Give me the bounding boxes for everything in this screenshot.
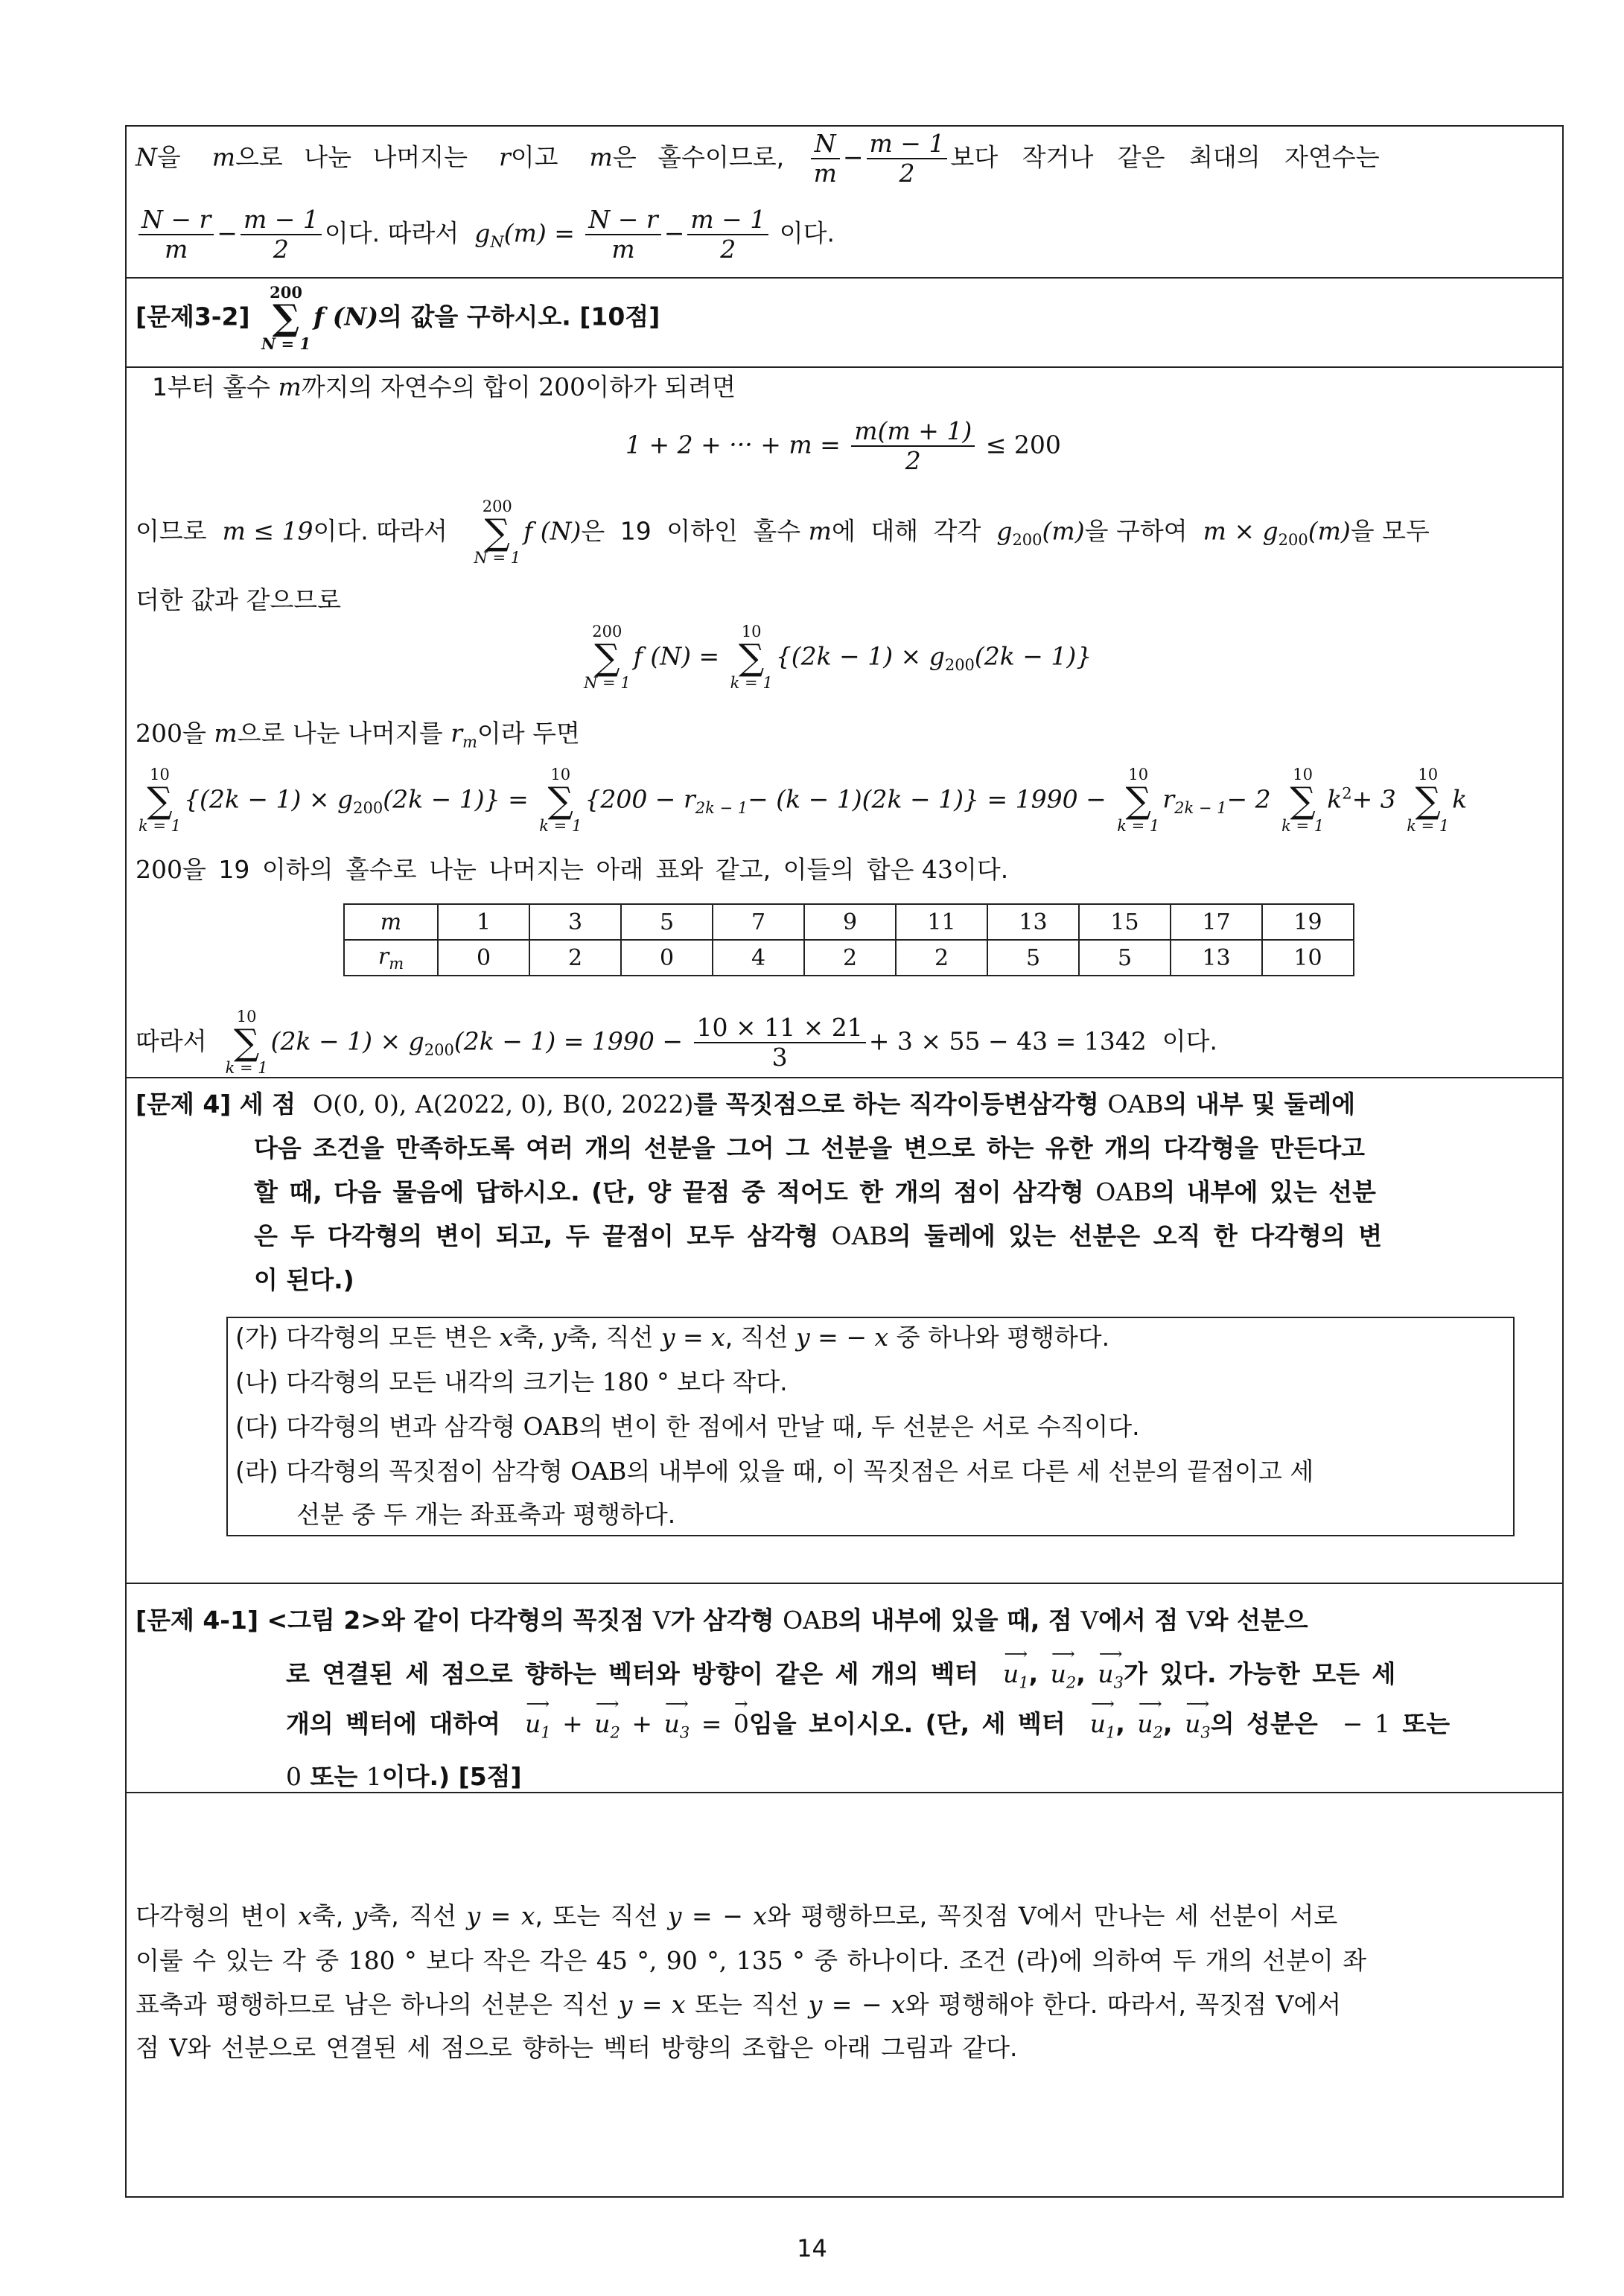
condition-da: (다) 다각형의 변과 삼각형 OAB의 변이 한 점에서 만날 때, 두 선분은 서로 수직이다. xyxy=(235,1412,1140,1441)
intro-line-2: $\frac{N - r}{m}$ − $\frac{m - 1}{2}$ 이다. 따라서 $g_N(m)$ = $\frac{N - r}{m}$ − $\frac{m - 1}{2}$ 이다. xyxy=(136,206,835,264)
sol-line-6: 200을 m으로 나눈 나머지를 $r_m$이라 두면 xyxy=(136,719,580,751)
table-cell: 2 xyxy=(804,940,896,976)
vector-u1: ⟶ $u_1$ xyxy=(1002,1645,1029,1692)
problem-3-2-heading: [문제3-2] 200 ∑ N = 1 f (N)의 값을 구하시오. [10점] xyxy=(136,283,660,353)
problem-4-line-1: [문제 4] 세 점 O(0, 0), A(2022, 0), B(0, 2022)를 꼭짓점으로 하는 직각이등변삼각형 OAB의 내부 및 둘레에 xyxy=(136,1090,1356,1119)
table-cell: 13 xyxy=(1171,940,1262,976)
fraction: $\frac{N}{m}$ xyxy=(811,130,840,188)
vector-u2: ⟶ $u_2$ xyxy=(1137,1695,1164,1742)
vector-u3: ⟶ $u_3$ xyxy=(663,1695,690,1742)
problem-4-1-line-2: 로 연결된 세 점으로 향하는 벡터와 방향이 같은 세 개의 벡터 ⟶ $u_1$, ⟶ $u_2$, ⟶ $u_3$가 있다. 가능한 모든 세 xyxy=(286,1645,1396,1692)
table-cell: 17 xyxy=(1171,904,1262,940)
vector-u2: ⟶ $u_2$ xyxy=(1050,1645,1077,1692)
table-cell: 3 xyxy=(529,904,621,940)
summation: 10 ∑ k = 1 xyxy=(1407,766,1450,835)
summation: 10 ∑ k = 1 xyxy=(225,1008,268,1077)
table-header-rm: $r_m$ xyxy=(344,940,438,976)
sol-4-1-line-2: 이룰 수 있는 각 중 180 ° 보다 작은 각은 45 °, 90 °, 135 ° 중 하나이다. 조건 (라)에 의하여 두 개의 선분이 좌 xyxy=(136,1946,1367,1975)
problem-4-line-4: 은 두 다각형의 변이 되고, 두 끝점이 모두 삼각형 OAB의 둘레에 있는 선분은 오직 한 다각형의 변 xyxy=(254,1221,1383,1250)
divider xyxy=(127,1077,1562,1078)
fraction: $\frac{m - 1}{2}$ xyxy=(867,130,948,188)
condition-na: (나) 다각형의 모든 내각의 크기는 180 ° 보다 작다. xyxy=(235,1367,788,1396)
fraction: $\frac{m(m + 1)}{2}$ xyxy=(851,417,975,475)
sol-line-3: 이므로 m ≤ 19이다. 따라서 200 ∑ N = 1 f (N)은 19 이하인 홀수 m에 대해 각각 $g_{200}(m)$을 구하여 $m \times g_{200}(m)$을 모두 xyxy=(136,497,1430,567)
sol-line-4: 더한 값과 같으므로 xyxy=(136,585,342,614)
table-cell: 10 xyxy=(1262,940,1354,976)
table-cell: 1 xyxy=(438,904,529,940)
sol-eq-2: 200 ∑ N = 1 f (N) = 10 ∑ k = 1 $\{(2k - 1) \times g_{200}(2k - 1)\}$ xyxy=(584,623,1092,692)
fraction: $\frac{N - r}{m}$ xyxy=(138,206,214,264)
table-cell: 5 xyxy=(621,904,713,940)
condition-ra: (라) 다각형의 꼭짓점이 삼각형 OAB의 내부에 있을 때, 이 꼭짓점은 서로 다른 세 선분의 끝점이고 세 xyxy=(235,1457,1314,1486)
table-row xyxy=(344,904,1354,940)
table-cell: 13 xyxy=(987,904,1079,940)
vector-u3: ⟶ $u_3$ xyxy=(1098,1645,1124,1692)
condition-ga: (가) 다각형의 모든 변은 x축, y축, 직선 y = x, 직선 y = − x 중 하나와 평행하다. xyxy=(235,1323,1110,1352)
table-cell: 5 xyxy=(1079,940,1171,976)
table-cell: 15 xyxy=(1079,904,1171,940)
table-cell: 0 xyxy=(621,940,713,976)
sol-final: 따라서 10 ∑ k = 1 $(2k - 1) \times g_{200}(2k - 1) = 1990$ − $\frac{10 \times 11 \times 21}{3}$ + 3 × 55 − 43 = 1342 이다. xyxy=(136,1008,1217,1077)
table-cell: 9 xyxy=(804,904,896,940)
table-cell: 2 xyxy=(529,940,621,976)
problem-4-1-line-3: 개의 벡터에 대하여 ⟶ $u_1$ + ⟶ $u_2$ + ⟶ $u_3$ = → 0임을 보이시오. (단, 세 벡터 ⟶ $u_1$, ⟶ $u_2$, ⟶ $u_3$의 성분은 − 1 또는 xyxy=(286,1695,1451,1742)
vector-u1: ⟶ $u_1$ xyxy=(525,1695,551,1742)
fraction: $\frac{m - 1}{2}$ xyxy=(687,206,768,264)
table-cell: 5 xyxy=(987,940,1079,976)
divider xyxy=(127,1792,1562,1793)
sol-eq-1: 1 + 2 + ··· + m = $\frac{m(m + 1)}{2}$ ≤ 200 xyxy=(625,416,1061,475)
divider xyxy=(127,277,1562,279)
vector-u2: ⟶ $u_2$ xyxy=(594,1695,620,1742)
table-cell: 2 xyxy=(896,940,987,976)
table-cell: 19 xyxy=(1262,904,1354,940)
table-header-m: m xyxy=(344,904,438,940)
table-cell: 11 xyxy=(896,904,987,940)
intro-line-1: N을 m으로 나눈 나머지는 r이고 m은 홀수이므로, $\frac{N}{m}$ − $\frac{m - 1}{2}$ 보다 작거나 같은 최대의 자연수는 xyxy=(136,129,1380,188)
problem-4-line-5: 이 된다.) xyxy=(254,1265,354,1294)
problem-4-1-line-1: [문제 4-1] <그림 2>와 같이 다각형의 꼭짓점 V가 삼각형 OAB의 내부에 있을 때, 점 V에서 점 V와 선분으 xyxy=(136,1606,1308,1635)
fraction: $\frac{10 \times 11 \times 21}{3}$ xyxy=(694,1014,866,1072)
page-number: 14 xyxy=(797,2234,827,2262)
summation: 10 ∑ k = 1 xyxy=(1117,766,1160,835)
divider xyxy=(127,366,1562,368)
problem-4-1-line-4: 0 또는 1이다.) [5점] xyxy=(286,1762,522,1791)
summation: 10 ∑ k = 1 xyxy=(730,623,773,692)
sol-line-1: 1부터 홀수 m까지의 자연수의 합이 200이하가 되려면 xyxy=(152,372,736,401)
problem-4-line-2: 다음 조건을 만족하도록 여러 개의 선분을 그어 그 선분을 변으로 하는 유한 개의 다각형을 만든다고 xyxy=(254,1133,1365,1163)
sol-4-1-line-3: 표축과 평행하므로 남은 하나의 선분은 직선 y = x 또는 직선 y = − x와 평행해야 한다. 따라서, 꼭짓점 V에서 xyxy=(136,1990,1342,2019)
summation: 10 ∑ k = 1 xyxy=(138,766,182,835)
summation: 10 ∑ k = 1 xyxy=(1281,766,1325,835)
fraction: $\frac{N - r}{m}$ xyxy=(585,206,660,264)
problem-4-line-3: 할 때, 다음 물음에 답하시오. (단, 양 끝점 중 적어도 한 개의 점이 삼각형 OAB의 내부에 있는 선분 xyxy=(254,1177,1376,1206)
zero-vector: → 0 xyxy=(733,1695,749,1739)
divider xyxy=(127,1583,1562,1584)
sol-4-1-line-1: 다각형의 변이 x축, y축, 직선 y = x, 또는 직선 y = − x와 평행하므로, 꼭짓점 V에서 만나는 세 선분이 서로 xyxy=(136,1901,1338,1930)
fraction: $\frac{m - 1}{2}$ xyxy=(241,206,322,264)
table-cell: 7 xyxy=(713,904,804,940)
summation: 200 ∑ N = 1 xyxy=(474,497,521,567)
summation: 200 ∑ N = 1 xyxy=(584,623,631,692)
table-cell: 4 xyxy=(713,940,804,976)
summation: 200 ∑ N = 1 xyxy=(261,283,311,353)
table-cell: 0 xyxy=(438,940,529,976)
summation: 10 ∑ k = 1 xyxy=(539,766,582,835)
table-row xyxy=(344,940,1354,976)
vector-u3: ⟶ $u_3$ xyxy=(1185,1695,1211,1742)
sol-eq-3: 10 ∑ k = 1 $\{(2k - 1) \times g_{200}(2k - 1)\}$ = 10 ∑ k = 1 $\{200 - r_{2k - 1}- (k - 1)(2k - 1)\} = 1990$ − 10 ∑ k = 1 $r_{2k - 1}- 2$ 10 ∑ k = 1 $k^2+ 3$ 10 ∑ k = 1 k xyxy=(138,766,1468,835)
sol-line-8: 200을 19 이하의 홀수로 나눈 나머지는 아래 표와 같고, 이들의 합은 43이다. xyxy=(136,855,1009,884)
vector-u1: ⟶ $u_1$ xyxy=(1089,1695,1116,1742)
remainder-table xyxy=(343,903,1354,976)
sol-4-1-line-4: 점 V와 선분으로 연결된 세 점으로 향하는 벡터 방향의 조합은 아래 그림과 같다. xyxy=(136,2033,1018,2062)
condition-ra-line-2: 선분 중 두 개는 좌표축과 평행하다. xyxy=(296,1500,676,1529)
